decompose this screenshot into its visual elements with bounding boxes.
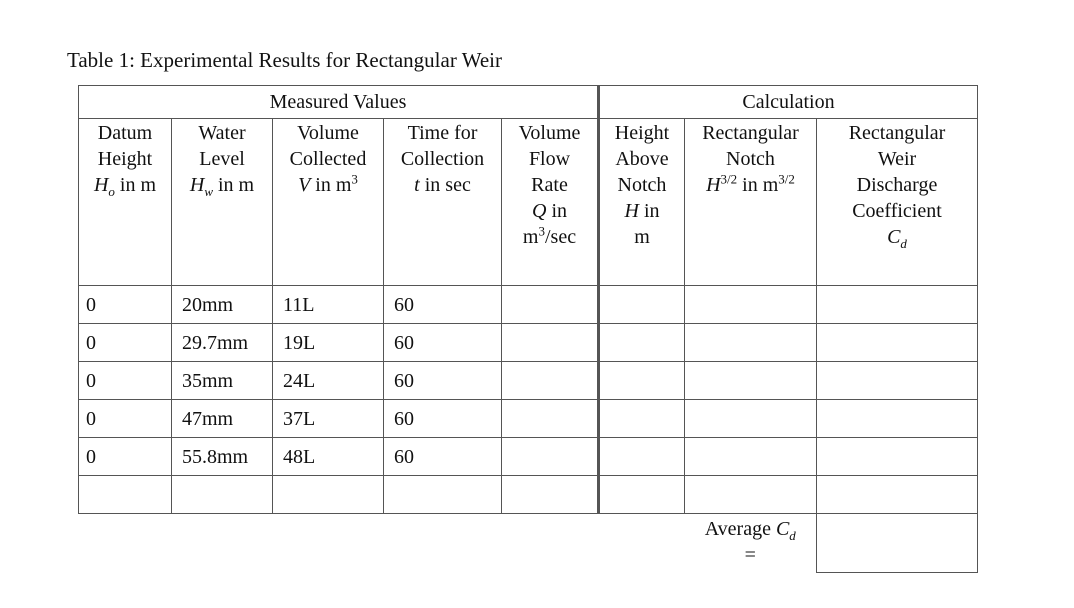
datum-cell: 0 <box>79 324 172 362</box>
table-row <box>79 286 978 324</box>
volume-cell: 19L <box>273 324 384 362</box>
height-cell <box>599 324 685 362</box>
time-cell <box>384 476 502 514</box>
height-cell <box>599 438 685 476</box>
coefficient-cell <box>817 362 978 400</box>
water-level-cell: 55.8mm <box>172 438 273 476</box>
coefficient-cell <box>817 438 978 476</box>
notch-cell <box>685 476 817 514</box>
water-level-cell: 20mm <box>172 286 273 324</box>
coefficient-cell <box>817 476 978 514</box>
table-row <box>79 324 978 362</box>
column-header-row <box>79 119 978 286</box>
volume-cell: 11L <box>273 286 384 324</box>
time-cell: 60 <box>384 324 502 362</box>
datum-cell: 0 <box>79 286 172 324</box>
notch-cell <box>685 362 817 400</box>
flow-rate-cell <box>502 362 599 400</box>
time-cell: 60 <box>384 438 502 476</box>
height-above-notch-header: Height Above Notch H in m <box>599 119 685 286</box>
average-cd-label: Average $C_d$ = <box>685 514 817 573</box>
volume-cell: 24L <box>273 362 384 400</box>
time-cell: 60 <box>384 362 502 400</box>
flow-rate-cell <box>502 324 599 362</box>
rectangular-notch-header: Rectangular Notch $H^{3/2}$ in $m^{3/2}$ <box>685 119 817 286</box>
volume-collected-header: Volume Collected V in $m^3$ <box>273 119 384 286</box>
table-row <box>79 438 978 476</box>
height-cell <box>599 362 685 400</box>
table-row <box>79 476 978 514</box>
calculation-header: Calculation <box>599 86 978 119</box>
table-row <box>79 362 978 400</box>
coefficient-cell <box>817 286 978 324</box>
water-level-cell: 47mm <box>172 400 273 438</box>
water-level-cell: 29.7mm <box>172 324 273 362</box>
coefficient-cell <box>817 324 978 362</box>
average-row <box>79 514 978 573</box>
table-caption: Table 1: Experimental Results for Rectangular Weir <box>67 48 502 72</box>
notch-cell <box>685 286 817 324</box>
time-cell: 60 <box>384 286 502 324</box>
datum-cell: 0 <box>79 362 172 400</box>
measured-values-header: Measured Values <box>79 86 599 119</box>
water-level-header: Water Level $H_w$ in m <box>172 119 273 286</box>
coefficient-cell <box>817 400 978 438</box>
datum-cell: 0 <box>79 438 172 476</box>
volume-cell: 37L <box>273 400 384 438</box>
water-level-cell: 35mm <box>172 362 273 400</box>
average-cd-value <box>817 514 978 573</box>
flow-rate-cell <box>502 476 599 514</box>
height-cell <box>599 400 685 438</box>
time-cell: 60 <box>384 400 502 438</box>
table-row <box>79 400 978 438</box>
group-header-row <box>79 86 978 119</box>
flow-rate-cell <box>502 286 599 324</box>
volume-cell <box>273 476 384 514</box>
discharge-coefficient-header: Rectangular Weir Discharge Coefficient $C_d$ <box>817 119 978 286</box>
water-level-cell <box>172 476 273 514</box>
average-spacer <box>79 514 685 573</box>
notch-cell <box>685 400 817 438</box>
datum-height-header: Datum Height $H_o$ in m <box>79 119 172 286</box>
height-cell <box>599 476 685 514</box>
volume-cell: 48L <box>273 438 384 476</box>
notch-cell <box>685 438 817 476</box>
collection-time-header: Time for Collection t in sec <box>384 119 502 286</box>
flow-rate-header: Volume Flow Rate Q in $m^3/\sec$ <box>502 119 599 286</box>
datum-cell <box>79 476 172 514</box>
results-table <box>78 85 978 573</box>
flow-rate-cell <box>502 400 599 438</box>
notch-cell <box>685 324 817 362</box>
height-cell <box>599 286 685 324</box>
flow-rate-cell <box>502 438 599 476</box>
datum-cell: 0 <box>79 400 172 438</box>
